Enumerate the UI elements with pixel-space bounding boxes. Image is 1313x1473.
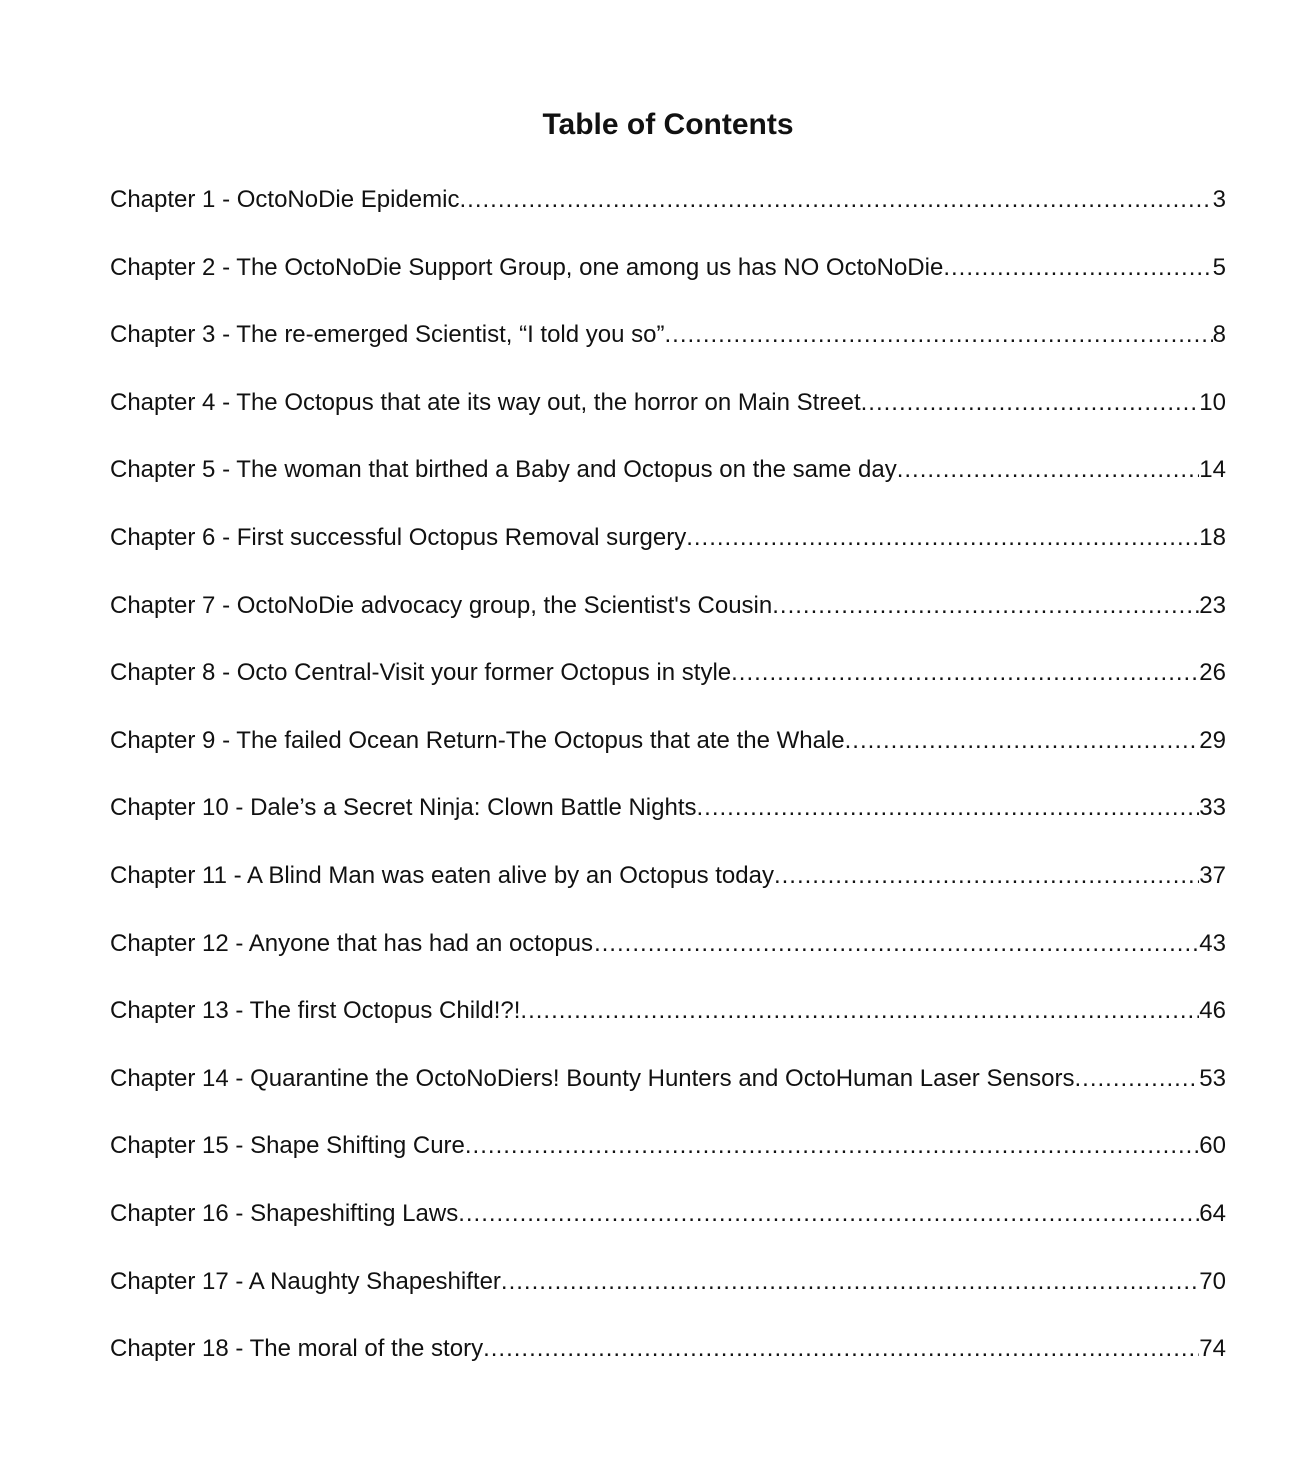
toc-page-number: 10 bbox=[1199, 388, 1226, 416]
toc-page-number: 60 bbox=[1199, 1132, 1226, 1160]
toc-page-number: 3 bbox=[1212, 186, 1226, 213]
toc-entry-title: Chapter 15 - Shape Shifting Cure bbox=[110, 1132, 465, 1160]
toc-entry-title: Chapter 3 - The re-emerged Scientist, “I told you so” bbox=[110, 321, 665, 349]
toc-entry[interactable] bbox=[110, 250, 1226, 318]
toc-entry[interactable] bbox=[110, 1196, 1226, 1264]
toc-entry-title: Chapter 4 - The Octopus that ate its way out, the horror on Main Street bbox=[110, 388, 861, 416]
toc-entry-title: Chapter 6 - First successful Octopus Removal surgery bbox=[110, 523, 687, 551]
toc-entry-title: Chapter 7 - OctoNoDie advocacy group, the Scientist's Cousin bbox=[110, 591, 773, 619]
toc-list bbox=[110, 182, 1226, 1399]
toc-dot-leader bbox=[772, 588, 1199, 624]
toc-entry-title: Chapter 18 - The moral of the story bbox=[110, 1335, 484, 1363]
toc-dot-leader bbox=[458, 1196, 1199, 1232]
toc-dot-leader bbox=[686, 520, 1199, 556]
toc-dot-leader bbox=[845, 723, 1200, 759]
toc-entry-title: Chapter 8 - Octo Central-Visit your former Octopus in style bbox=[110, 659, 732, 687]
toc-page-number: 23 bbox=[1199, 591, 1226, 619]
toc-entry[interactable] bbox=[110, 723, 1226, 791]
toc-entry-title: Chapter 1 - OctoNoDie Epidemic bbox=[110, 186, 460, 213]
toc-page-number: 8 bbox=[1212, 321, 1226, 349]
toc-entry-title: Chapter 12 - Anyone that has had an octopus… bbox=[110, 929, 618, 957]
page-title: Table of Contents bbox=[542, 108, 794, 141]
toc-entry[interactable] bbox=[110, 317, 1226, 385]
toc-entry-title: Chapter 10 - Dale’s a Secret Ninja: Clown Battle Nights bbox=[110, 794, 697, 822]
toc-page-number: 26 bbox=[1199, 659, 1226, 687]
toc-dot-leader bbox=[483, 1331, 1199, 1367]
toc-entry-title: Chapter 11 - A Blind Man was eaten alive by an Octopus today bbox=[110, 861, 774, 889]
toc-dot-leader bbox=[520, 993, 1199, 1029]
toc-dot-leader bbox=[1075, 1061, 1200, 1097]
toc-entry[interactable] bbox=[110, 993, 1226, 1061]
toc-entry-title: Chapter 2 - The OctoNoDie Support Group, one among us has NO OctoNoDie bbox=[110, 253, 944, 281]
toc-page-number: 70 bbox=[1199, 1267, 1226, 1295]
toc-page-number: 14 bbox=[1199, 456, 1226, 484]
toc-entry[interactable] bbox=[110, 655, 1226, 723]
toc-dot-leader bbox=[897, 452, 1200, 488]
toc-dot-leader bbox=[664, 317, 1212, 353]
toc-dot-leader bbox=[459, 182, 1212, 218]
toc-entry[interactable] bbox=[110, 1331, 1226, 1399]
toc-page-number: 53 bbox=[1199, 1064, 1226, 1092]
toc-dot-leader bbox=[617, 926, 1199, 962]
toc-entry[interactable] bbox=[110, 385, 1226, 453]
toc-entry[interactable] bbox=[110, 1061, 1226, 1129]
toc-dot-leader bbox=[465, 1128, 1199, 1164]
toc-dot-leader bbox=[943, 250, 1212, 286]
toc-entry-title: Chapter 9 - The failed Ocean Return-The Octopus that ate the Whale bbox=[110, 726, 845, 754]
toc-page-number: 74 bbox=[1199, 1335, 1226, 1363]
toc-dot-leader bbox=[731, 655, 1199, 691]
toc-page-number: 33 bbox=[1199, 794, 1226, 822]
toc-entry[interactable] bbox=[110, 452, 1226, 520]
toc-entry[interactable] bbox=[110, 588, 1226, 656]
toc-entry[interactable] bbox=[110, 858, 1226, 926]
toc-page-number: 46 bbox=[1199, 997, 1226, 1025]
toc-entry-title: Chapter 13 - The first Octopus Child!?! bbox=[110, 997, 521, 1025]
toc-page-number: 18 bbox=[1199, 523, 1226, 551]
toc-page-number: 43 bbox=[1199, 929, 1226, 957]
toc-page-number: 29 bbox=[1199, 726, 1226, 754]
toc-dot-leader bbox=[697, 790, 1200, 826]
toc-page-number: 64 bbox=[1199, 1199, 1226, 1227]
toc-entry[interactable] bbox=[110, 1128, 1226, 1196]
toc-entry[interactable] bbox=[110, 520, 1226, 588]
toc-entry-title: Chapter 16 - Shapeshifting Laws bbox=[110, 1199, 459, 1227]
toc-entry[interactable] bbox=[110, 790, 1226, 858]
toc-entry[interactable] bbox=[110, 182, 1226, 250]
toc-entry-title: Chapter 17 - A Naughty Shapeshifter bbox=[110, 1267, 501, 1295]
toc-entry[interactable] bbox=[110, 926, 1226, 994]
toc-dot-leader bbox=[861, 385, 1200, 421]
toc-page-number: 5 bbox=[1212, 253, 1226, 281]
toc-entry-title: Chapter 5 - The woman that birthed a Baby and Octopus on the same day bbox=[110, 456, 897, 484]
toc-dot-leader bbox=[774, 858, 1199, 894]
toc-entry[interactable] bbox=[110, 1264, 1226, 1332]
toc-entry-title: Chapter 14 - Quarantine the OctoNoDiers! Bounty Hunters and OctoHuman Laser Sensors bbox=[110, 1064, 1075, 1092]
toc-page-number: 37 bbox=[1199, 861, 1226, 889]
toc-dot-leader bbox=[501, 1264, 1199, 1300]
